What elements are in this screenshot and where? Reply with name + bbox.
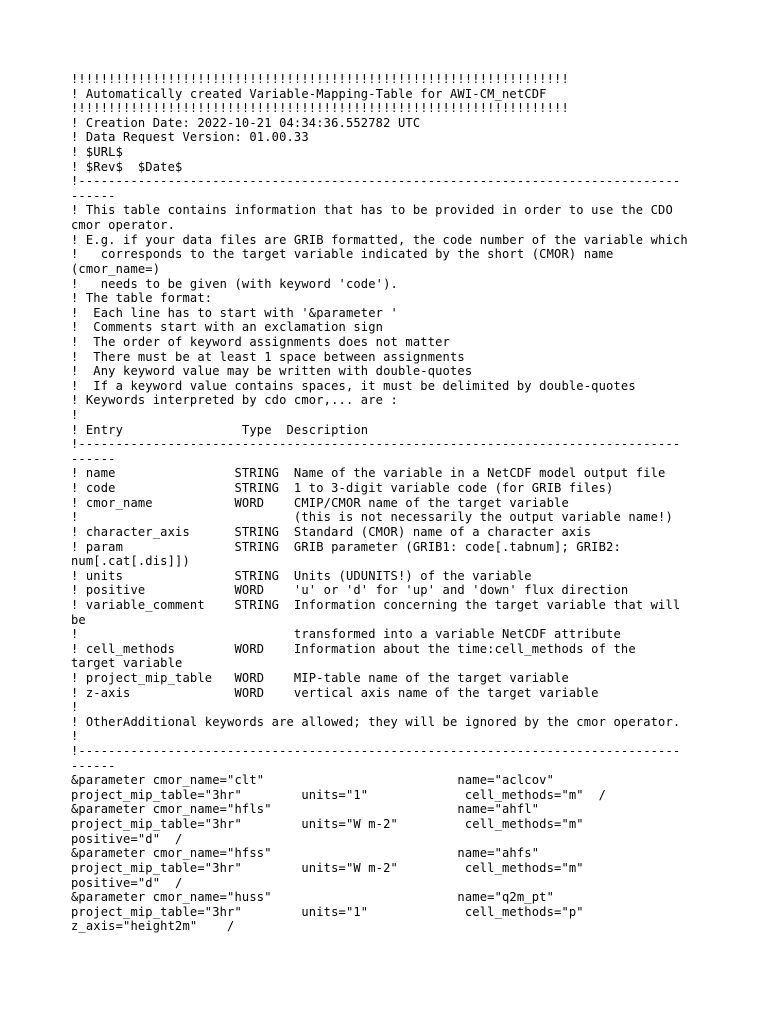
document-line: ! variable_comment STRING Information concerning the target variable that will (71, 597, 681, 612)
document-line: project_mip_table="3hr" units="W m-2" cell_methods="m" (71, 817, 584, 832)
document-line: !--------------------------------------------------------------------------------- (71, 174, 681, 189)
document-line: ! The order of keyword assignments does not matter (71, 334, 450, 349)
document-line: ------ (71, 451, 116, 466)
document-line: ! This table contains information that has to be provided in order to use the CDO (71, 203, 673, 218)
document-line: ! param STRING GRIB parameter (GRIB1: code[.tabnum]; GRIB2: (71, 539, 621, 554)
document-line: ! If a keyword value contains spaces, it must be delimited by double-quotes (71, 378, 636, 393)
document-line: ! There must be at least 1 space between assignments (71, 349, 465, 364)
document-line: ! cmor_name WORD CMIP/CMOR name of the target variable (71, 495, 569, 510)
document-line: ! $Rev$ $Date$ (71, 159, 183, 174)
document-line: ! Each line has to start with '&parameter ' (71, 305, 398, 320)
document-line: cmor operator. (71, 218, 176, 233)
document-line: ! Automatically created Variable-Mapping-Table for AWI-CM_netCDF (71, 86, 547, 101)
document-line: (cmor_name=) (71, 261, 161, 276)
document-line: ! positive WORD 'u' or 'd' for 'up' and 'down' flux direction (71, 583, 629, 598)
document-line: positive="d" / (71, 831, 183, 846)
document-line: ! units STRING Units (UDUNITS!) of the variable (71, 568, 532, 583)
document-line: ! OtherAdditional keywords are allowed; they will be ignored by the cmor operator. (71, 714, 681, 729)
document-line: ! corresponds to the target variable indicated by the short (CMOR) name (71, 247, 614, 262)
document-line: ! (71, 408, 79, 423)
document-line: ------ (71, 758, 116, 773)
document-line: ! needs to be given (with keyword 'code'). (71, 276, 398, 291)
document-line: ! Entry Type Description (71, 422, 369, 437)
document-line: ! cell_methods WORD Information about the time:cell_methods of the (71, 641, 636, 656)
document-line: ! transformed into a variable NetCDF attribute (71, 627, 621, 642)
document-line: ------ (71, 188, 116, 203)
document-line: project_mip_table="3hr" units="1" cell_methods="m" / (71, 787, 607, 802)
document-line: ! (71, 729, 79, 744)
document-line: ! z-axis WORD vertical axis name of the target variable (71, 685, 599, 700)
document-line: ! The table format: (71, 291, 213, 306)
document-line: ! name STRING Name of the variable in a NetCDF model output file (71, 466, 666, 481)
document-text (71, 72, 701, 934)
document-line: ! E.g. if your data files are GRIB formatted, the code number of the variable which (71, 232, 688, 247)
document-line: z_axis="height2m" / (71, 919, 235, 934)
document-line: ! Data Request Version: 01.00.33 (71, 130, 309, 145)
document-line: &parameter cmor_name="hfss" name="ahfs" (71, 846, 540, 861)
document-line: ! code STRING 1 to 3-digit variable code (for GRIB files) (71, 481, 614, 496)
document-line: num[.cat[.dis]]) (71, 554, 190, 569)
document-line: ! character_axis STRING Standard (CMOR) name of a character axis (71, 524, 592, 539)
document-line: positive="d" / (71, 875, 183, 890)
document-line: &parameter cmor_name="hfls" name="ahfl" (71, 802, 540, 817)
document-line: ! (71, 700, 79, 715)
document-line: &parameter cmor_name="huss" name="q2m_pt" (71, 890, 555, 905)
document-line: be (71, 612, 86, 627)
document-line: ! Any keyword value may be written with double-quotes (71, 364, 473, 379)
document-line: !--------------------------------------------------------------------------------- (71, 744, 681, 759)
document-line: ! Comments start with an exclamation sign (71, 320, 384, 335)
document-line: !!!!!!!!!!!!!!!!!!!!!!!!!!!!!!!!!!!!!!!!!!!!!!!!!!!!!!!!!!!!!!!!!!! (71, 72, 569, 86)
document-line: !!!!!!!!!!!!!!!!!!!!!!!!!!!!!!!!!!!!!!!!!!!!!!!!!!!!!!!!!!!!!!!!!!! (71, 101, 569, 116)
document-line: ! Creation Date: 2022-10-21 04:34:36.552782 UTC (71, 115, 421, 130)
document-line: target variable (71, 656, 183, 671)
document-line: ! (this is not necessarily the output variable name!) (71, 510, 673, 525)
document-line: project_mip_table="3hr" units="W m-2" cell_methods="m" (71, 860, 584, 875)
document-line: &parameter cmor_name="clt" name="aclcov" (71, 773, 555, 788)
document-line: ! project_mip_table WORD MIP-table name of the target variable (71, 670, 569, 685)
document-line: ! Keywords interpreted by cdo cmor,... are : (71, 393, 398, 408)
document-line: !--------------------------------------------------------------------------------- (71, 437, 681, 452)
document-line: project_mip_table="3hr" units="1" cell_methods="p" (71, 904, 584, 919)
document-line: ! $URL$ (71, 145, 124, 160)
